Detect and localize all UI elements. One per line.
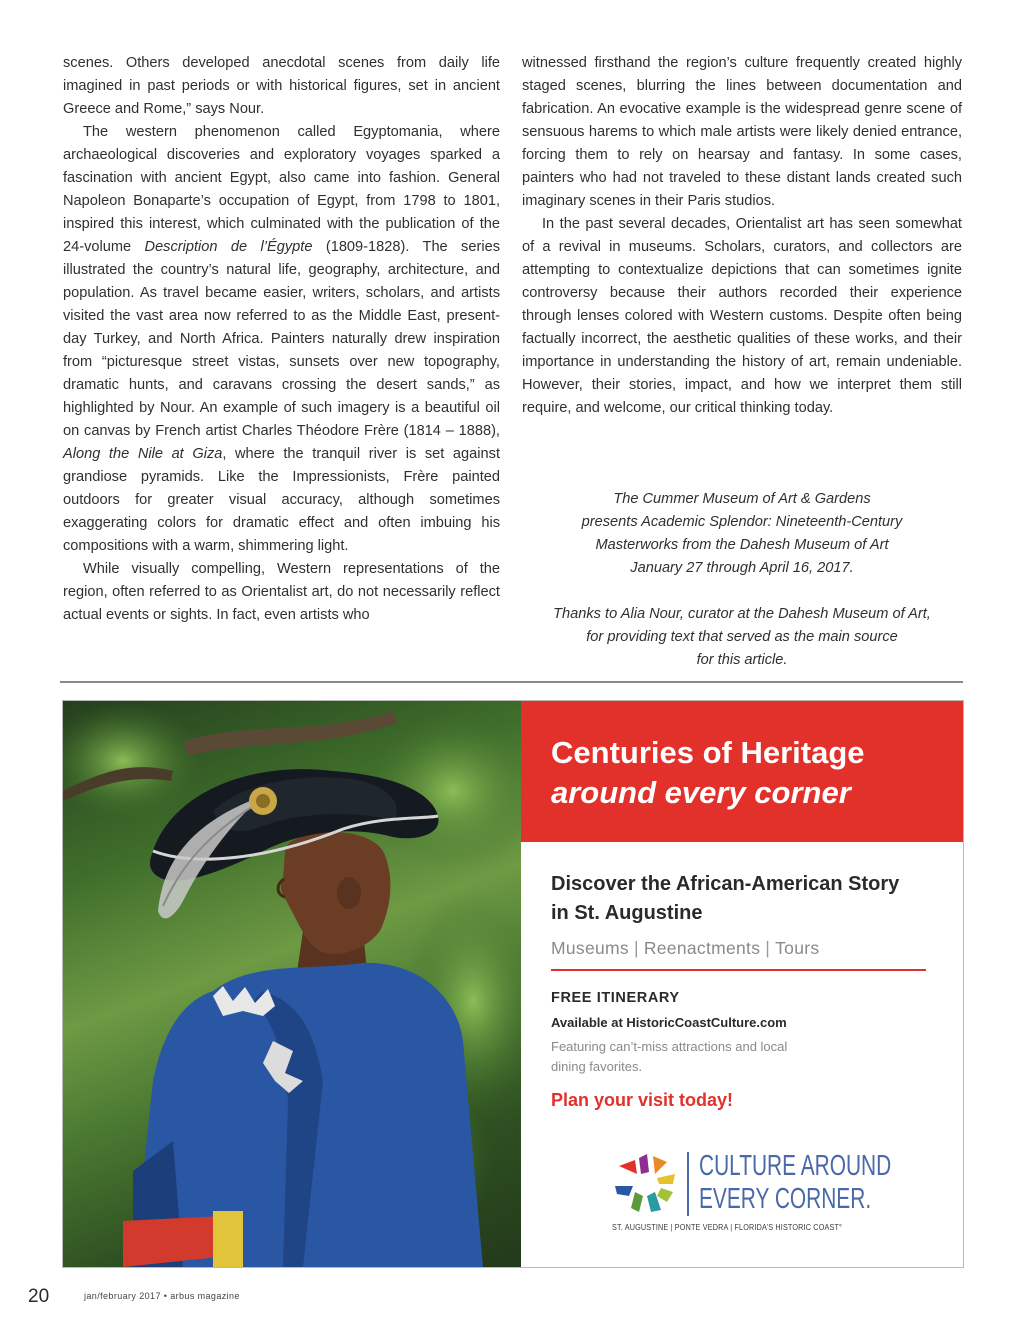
ad-body: [521, 842, 963, 1267]
logo-tagline: ST. AUGUSTINE | PONTE VEDRA | FLORIDA’S HISTORIC COAST°: [612, 1222, 843, 1232]
logo-line: EVERY CORNER.: [699, 1183, 872, 1215]
note-line: presents Academic Splendor: Nineteenth-Century: [581, 514, 903, 530]
ad-headline-banner: [521, 701, 963, 842]
article-paragraph: In the past several decades, Orientalist art has seen somewhat of a revival in museums. Scholars, curators, and collectors are attempting to contextualize depictions that can sometimes ignite controversy because their authors recorded their experience through lenses colored with Western customs. Despite often being factually incorrect, the aesthetic qualities of these works, and their importance in understanding the history of art, remain undeniable. However, their stories, impact, and how we interpret them still require, and welcome, our critical thinking today.: [522, 216, 962, 416]
page-number: 20: [28, 1286, 50, 1307]
article-paragraph: scenes. Others developed anecdotal scenes from daily life imagined in past periods or with historical figures, set in ancient Greece and Rome,” says Nour.: [63, 55, 500, 117]
divider-glyph: |: [765, 938, 771, 958]
article-column-left: [63, 52, 500, 627]
thanks-note: [522, 603, 962, 672]
article-paragraph: While visually compelling, Western representations of the region, often referred to as Orientalist art, do not necessarily reflect actual events or sights. In fact, even artists who: [63, 561, 500, 623]
article-column-right: [522, 52, 962, 420]
note-line: for this article.: [696, 652, 788, 668]
paragraph-text: , where the tranquil river is set against grandiose pyramids. Like the Impressionists, Frère painted outdoors for greater visual accuracy, although sometimes exaggerating colors for dramatic effect and often imbuing his compositions with a warm, shimmering light.: [63, 446, 500, 554]
website-link[interactable]: Available at HistoricCoastCulture.com: [551, 1015, 787, 1030]
category-tours[interactable]: Tours: [775, 938, 820, 958]
section-divider: [60, 681, 963, 683]
category-museums[interactable]: Museums: [551, 938, 629, 958]
reenactor-illustration: [63, 701, 521, 1267]
paragraph-text: (1809-1828). The series illustrated the country’s natural life, geography, architecture, and population. As travel became easier, writers, scholars, and artists visited the vast area now referred to as the Middle East, present-day Turkey, and North Africa. Painters naturally drew inspiration from “picturesque street vistas, sunsets over new topography, dramatic hunts, and caravans crossing the desert sands,” as highlighted by Nour. An example of such imagery is a beautiful oil on canvas by French artist Charles Théodore Frère (1814 – 1888),: [63, 239, 500, 439]
note-line: Masterworks from the Dahesh Museum of Art: [595, 537, 889, 553]
note-line: The Cummer Museum of Art & Gardens: [613, 491, 871, 507]
exhibition-note: [522, 488, 962, 580]
ad-headline-italic: around every corner: [551, 775, 851, 810]
ad-categories: [551, 938, 819, 959]
note-line: January 27 through April 16, 2017.: [630, 560, 854, 576]
paragraph-text: The western phenomenon called Egyptomania, where archaeological discoveries and exploratory voyages sparked a fascination with ancient Egypt, also came into fashion. General Napoleon Bonaparte’s occupation of Egypt, from 1798 to 1801, inspired this interest, which culminated with the publication of the 24-volume: [63, 124, 500, 255]
heritage-advertisement[interactable]: [62, 700, 964, 1268]
article-paragraph: witnessed firsthand the region’s culture frequently created highly staged scenes, blurring the lines between documentation and fabrication. An evocative example is the widespread genre scene of sensuous harems to which male artists were likely denied entrance, forcing them to rely on hearsay and fantasy. In some cases, painters who had not traveled to these distant lands created such imaginary scenes in their Paris studios.: [522, 55, 962, 209]
ad-headline: Centuries of Heritage: [551, 735, 865, 770]
ad-features-text: Featuring can’t-miss attractions and local dining favorites.: [551, 1039, 788, 1074]
article-paragraph: [63, 121, 500, 558]
category-reenactments[interactable]: Reenactments: [643, 938, 761, 958]
pinwheel-logo-icon: [611, 1152, 681, 1218]
logo-divider: [687, 1152, 689, 1216]
plan-visit-cta[interactable]: Plan your visit today!: [551, 1090, 734, 1110]
book-title: Description de l’Égypte: [144, 239, 313, 255]
logo-line: CULTURE AROUND: [699, 1150, 892, 1182]
painting-title: Along the Nile at Giza: [63, 446, 223, 462]
note-line: Thanks to Alia Nour, curator at the Dahesh Museum of Art,: [553, 606, 931, 622]
ad-subhead: Discover the African-American Story in St. Augustine: [551, 873, 900, 924]
logo-wordmark: [699, 1150, 891, 1216]
free-itinerary-label: FREE ITINERARY: [551, 990, 680, 1006]
reenactor-photo: [63, 701, 521, 1267]
culture-around-every-corner-logo: [609, 1150, 939, 1230]
note-line: for providing text that served as the main source: [586, 629, 898, 645]
folio: jan/february 2017 • arbus magazine: [84, 1291, 240, 1301]
divider-glyph: |: [633, 938, 639, 958]
ad-red-rule: [551, 969, 926, 971]
